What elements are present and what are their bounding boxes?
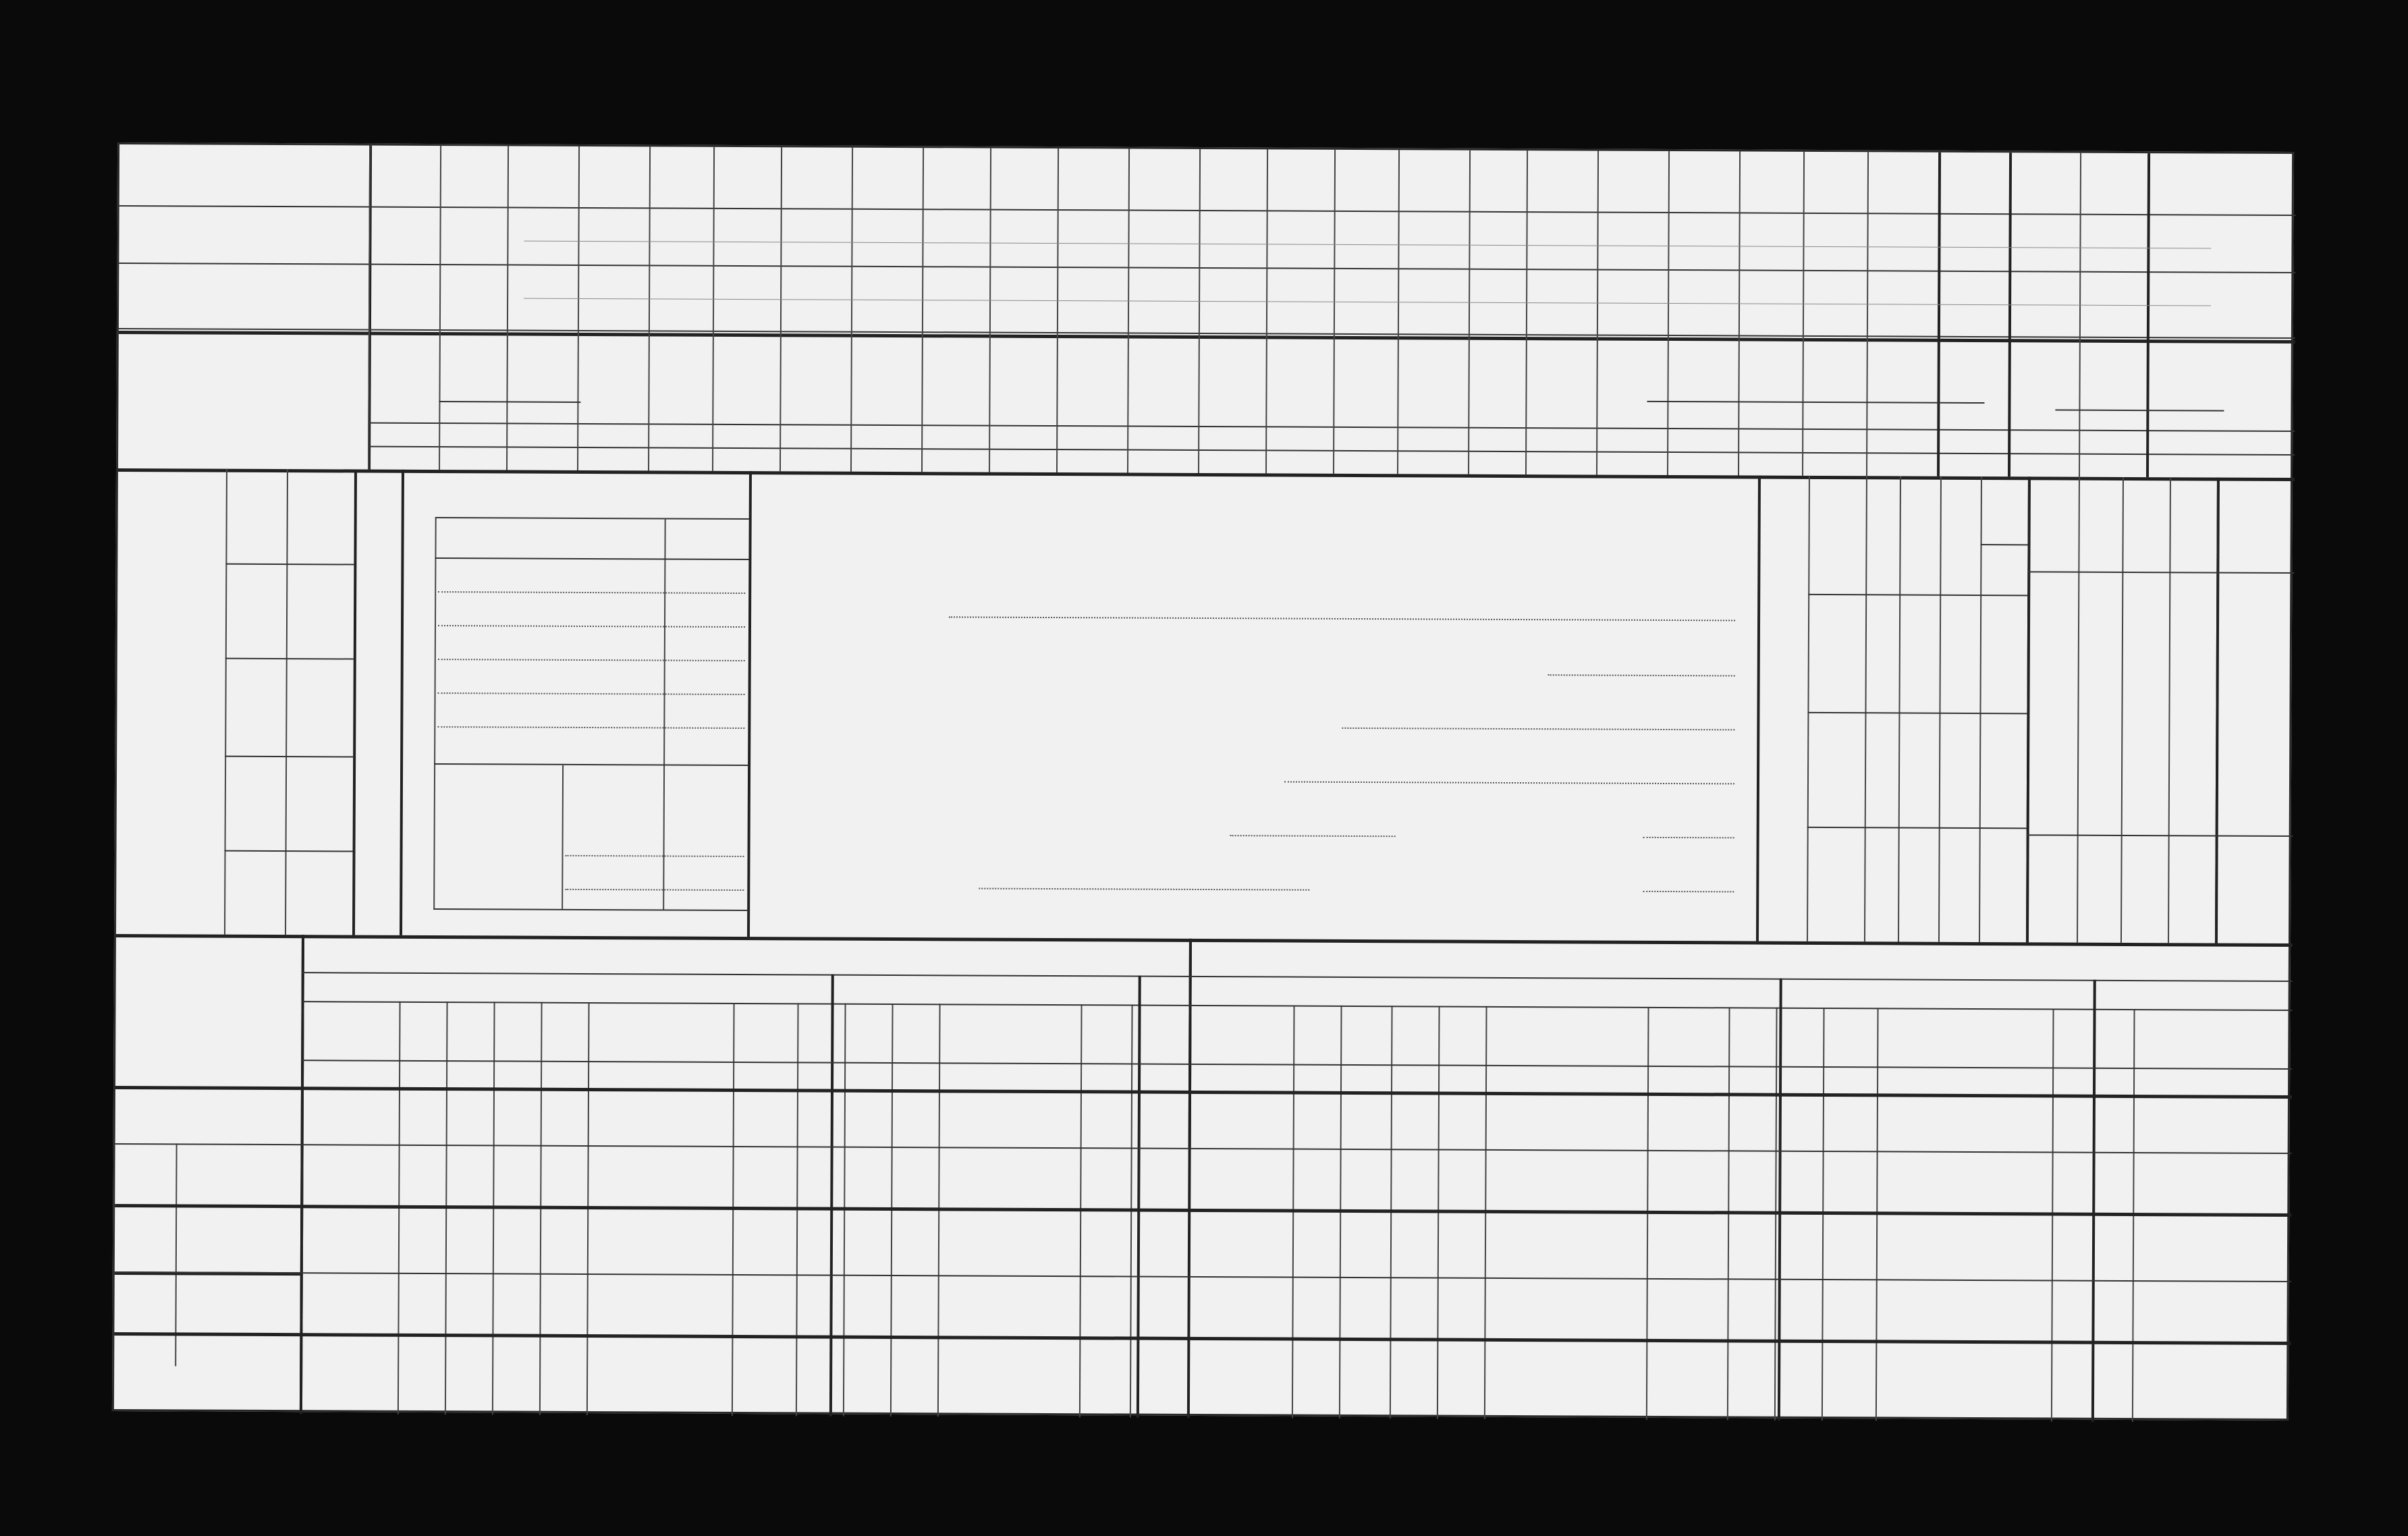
lease-col-line	[1187, 939, 1192, 1418]
crop-col-line	[712, 147, 715, 471]
lease-who-header	[1485, 1021, 1647, 1022]
lease-col-header	[1649, 1010, 1726, 1064]
lease-rule	[115, 1086, 2292, 1099]
lease-col-header	[1295, 1008, 1338, 1062]
row-label-total	[119, 178, 369, 180]
lease-row-line	[114, 1332, 2291, 1345]
vineyard-label	[437, 869, 565, 870]
lease-row-label	[176, 1151, 301, 1152]
crop-col-line	[2008, 153, 2012, 476]
sub-rule	[2055, 410, 2224, 412]
lease-rule	[302, 972, 2293, 982]
hired-number	[228, 662, 283, 752]
lease-col-number	[1647, 1070, 1728, 1071]
hired-row-line	[225, 564, 354, 566]
crop-col-line	[1525, 150, 1528, 474]
lease-who-header	[588, 1017, 733, 1018]
hired-label	[288, 568, 353, 654]
lease-col-header	[1133, 1008, 1186, 1062]
women-label	[1868, 597, 1896, 709]
crop-col-line	[1198, 149, 1201, 473]
hired-number	[229, 473, 283, 559]
crop-header	[1267, 339, 1332, 423]
crop-col-line	[1397, 150, 1400, 474]
lease-col-number	[1877, 1071, 2052, 1072]
crop-header	[1803, 342, 1865, 406]
crop-header	[1867, 342, 1936, 426]
pop-line	[1864, 476, 1867, 941]
crop-col-line	[2146, 153, 2150, 477]
trade-qty-header	[665, 525, 749, 526]
crop-header	[852, 338, 921, 422]
lease-col-header	[735, 1006, 795, 1060]
crop-col-line	[577, 146, 580, 470]
crop-header	[1938, 343, 2007, 427]
crop-col-line	[921, 148, 924, 472]
crop-col-line	[1866, 152, 1869, 476]
lease-grid	[119, 144, 2292, 154]
pop-sub-header	[1900, 719, 1937, 787]
lease-col-line	[300, 935, 304, 1414]
crop-header	[440, 336, 505, 400]
men-label	[1867, 830, 1895, 938]
crop-header	[2080, 344, 2145, 407]
worker-col-footer	[2217, 842, 2291, 937]
lease-col-number	[939, 1067, 1080, 1068]
crop-header	[781, 337, 850, 421]
pop-sub-header	[1901, 601, 1938, 669]
crop-col-line	[1937, 153, 1941, 476]
row-label-lands	[119, 387, 368, 389]
private-title	[752, 505, 1758, 510]
pop-line	[1807, 712, 2027, 714]
pop-num-139	[1983, 692, 2023, 709]
pop-line	[1898, 476, 1901, 942]
crop-col-line	[1468, 150, 1471, 474]
lease-col-header	[1342, 1008, 1389, 1062]
crop-col-line	[2079, 153, 2081, 477]
crop-col-line	[648, 146, 651, 470]
lease-col-header	[401, 1004, 444, 1058]
crop-col-line	[1802, 152, 1805, 476]
crop-col-line	[1333, 150, 1336, 474]
crop-header	[1527, 341, 1595, 424]
crop-col-line	[1596, 151, 1599, 475]
faint-line	[524, 298, 2211, 306]
hired-number	[227, 854, 281, 931]
worker-col-header	[2029, 483, 2077, 578]
worker-col-footer	[2123, 842, 2166, 936]
crop-header	[369, 336, 438, 420]
crop-header	[578, 337, 647, 420]
crop-header	[990, 339, 1056, 422]
pop-line	[1938, 476, 1942, 942]
pop-sub-header	[1901, 831, 1935, 905]
lease-col-header	[1440, 1009, 1483, 1063]
crop-col-line	[1265, 149, 1268, 473]
sdacha-pokos	[1780, 985, 2094, 986]
lease-col-header	[799, 1006, 842, 1060]
lease-row-label	[175, 1212, 300, 1213]
lease-col-header	[1778, 1010, 1821, 1064]
crop-header	[1398, 340, 1467, 424]
lease-col-header	[495, 1004, 539, 1058]
worker-col-header	[2171, 484, 2215, 578]
worker-col-footer	[2079, 842, 2119, 936]
arenda-pashni	[302, 977, 831, 979]
crop-banner	[435, 429, 2150, 437]
pop-sub-header	[1942, 601, 1978, 669]
crop-header	[2147, 344, 2203, 427]
crop-header	[1128, 339, 1197, 423]
crop-header	[1058, 339, 1126, 422]
crop-header	[923, 338, 988, 422]
pop-total-header	[1983, 547, 2025, 689]
sdacha-pashni	[1189, 981, 1780, 983]
crop-header	[1668, 341, 1736, 405]
lease-col-header	[1730, 1010, 1774, 1064]
hired-number	[228, 760, 283, 846]
crop-col-line	[779, 147, 782, 471]
korney-header	[663, 778, 748, 779]
worker-row-line	[2027, 834, 2293, 837]
pop-num	[1903, 679, 1936, 706]
census-card	[112, 142, 2294, 1421]
lease-row-line	[115, 1143, 2292, 1154]
hired-label	[287, 760, 352, 846]
crop-col-line	[850, 148, 853, 472]
lease-col-header	[846, 1006, 890, 1060]
hired-title	[359, 476, 398, 929]
lease-col-number	[1188, 1068, 1293, 1069]
crop-col-line	[1667, 151, 1670, 475]
trade-name-header	[435, 529, 665, 530]
hired-number	[229, 568, 283, 654]
lease-row-label	[176, 1094, 301, 1095]
pop-line	[1979, 476, 1982, 942]
crop-header	[1739, 341, 1801, 405]
crop-col-line	[1738, 151, 1741, 475]
arenda-pokos	[831, 981, 1139, 982]
crop-header	[1199, 339, 1265, 423]
crop-col-line	[1127, 149, 1130, 473]
pop-sub-header	[1942, 831, 1975, 905]
hired-label	[288, 473, 353, 559]
lease-col-header	[1393, 1008, 1436, 1062]
lease-col-header	[2135, 1012, 2179, 1066]
worker-col-header	[2080, 484, 2120, 578]
worker-col-header	[2124, 484, 2168, 578]
sub-rule	[439, 401, 580, 403]
crop-col-line	[989, 148, 991, 472]
crop-header	[1334, 340, 1396, 424]
worker-col-footer	[2028, 841, 2075, 935]
crop-header	[508, 337, 576, 400]
pop-line	[1981, 544, 2028, 545]
lease-row-line	[115, 1271, 2291, 1282]
crop-header	[713, 337, 779, 421]
crop-header	[1597, 341, 1666, 405]
hired-label	[287, 662, 352, 752]
hired-workers	[119, 144, 2292, 154]
garden-label	[437, 834, 566, 835]
lease-col-header	[448, 1004, 491, 1058]
desyatin-header	[562, 777, 663, 778]
crop-header	[1469, 341, 1525, 424]
lease-col-header	[543, 1005, 586, 1059]
row-label-rented	[119, 220, 369, 221]
crop-grid	[119, 144, 2292, 154]
pop-num	[1943, 679, 1977, 706]
lease-col-header	[941, 1006, 1078, 1061]
trade-title	[402, 475, 749, 476]
lease-col-number	[301, 1064, 399, 1065]
hired-row-line	[225, 756, 353, 758]
pop-num	[1942, 794, 1976, 821]
hired-row-line	[225, 658, 354, 660]
crop-col-line	[506, 146, 509, 470]
pop-sub-header	[1941, 719, 1977, 787]
lease-row-line	[115, 1204, 2291, 1217]
faint-line	[524, 241, 2211, 249]
pop-line	[1807, 827, 2027, 829]
worker-col-footer	[2170, 842, 2214, 936]
population-title	[1763, 483, 1805, 935]
worker-col-header	[2218, 485, 2293, 579]
lease-col-header	[1083, 1007, 1129, 1061]
lease-col-header	[1879, 1010, 2050, 1065]
crop-col-line	[1056, 148, 1059, 472]
crop-header	[2009, 343, 2077, 406]
crop-header	[649, 337, 711, 420]
hired-row-line	[225, 850, 353, 852]
crop-col-line	[439, 146, 441, 470]
pop-num	[1901, 908, 1935, 935]
row-label-own	[119, 292, 368, 293]
population-grid	[119, 144, 2292, 154]
